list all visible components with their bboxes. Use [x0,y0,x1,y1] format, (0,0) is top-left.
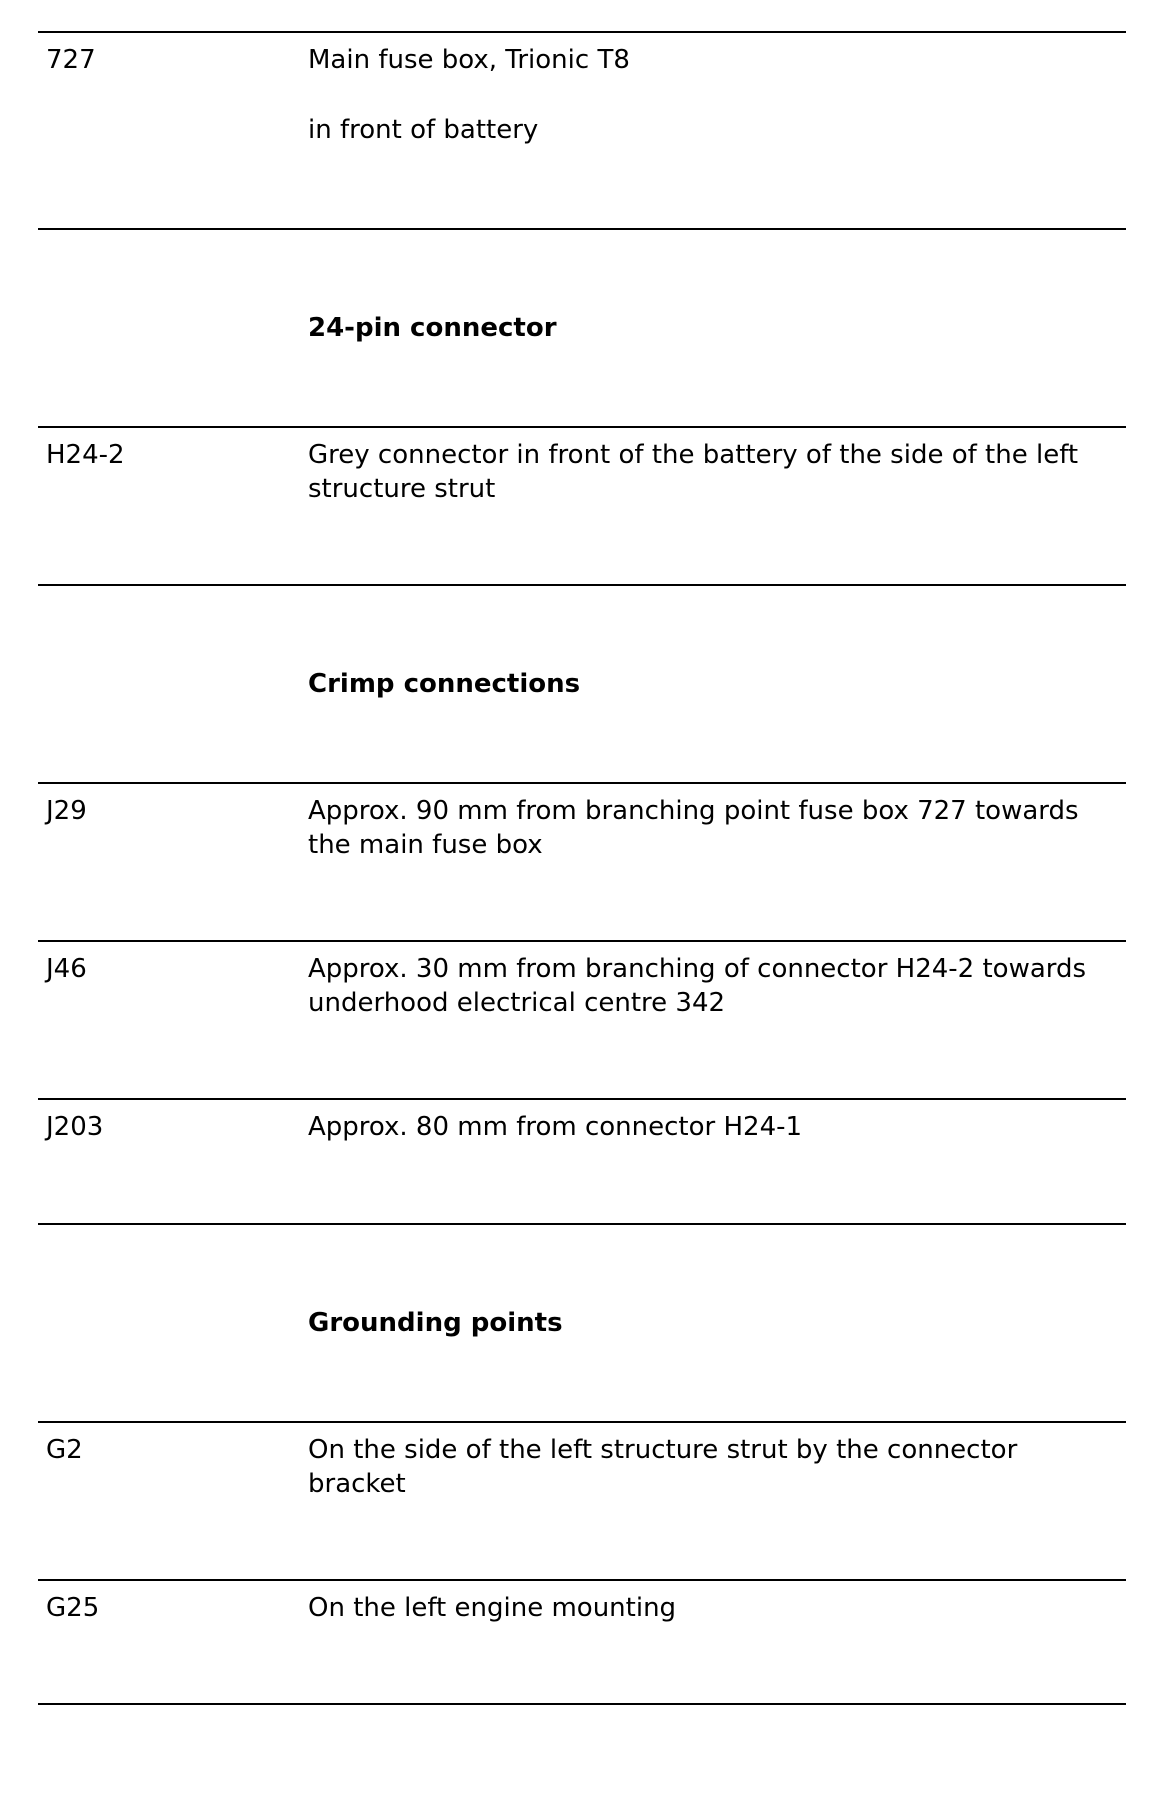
component-code: H24-2 [46,440,125,470]
component-description: Approx. 30 mm from branching of connector H24-2 towards underhood electrical centre 342 [308,954,1087,1018]
section-heading-row [38,1223,1126,1421]
description-line: Main fuse box, Trionic T8 [308,45,630,75]
table-row [38,1579,1126,1705]
component-code: G2 [46,1435,83,1465]
component-description: Approx. 90 mm from branching point fuse box 727 towards the main fuse box [308,796,1079,860]
section-heading: 24-pin connector [308,313,557,343]
table-row [38,1098,1126,1223]
component-description: Approx. 80 mm from connector H24-1 [308,1112,803,1142]
component-description: On the left engine mounting [308,1593,677,1623]
section-heading: Crimp connections [308,669,581,699]
component-description [308,43,1118,147]
description-line: in front of battery [308,115,539,145]
table-row [38,782,1126,940]
component-code: 727 [46,45,96,75]
component-code: J203 [46,1112,104,1142]
table-row [38,31,1126,228]
section-heading-row [38,228,1126,426]
table-row [38,940,1126,1098]
table-row [38,1421,1126,1579]
table-row [38,426,1126,584]
component-code: G25 [46,1593,100,1623]
component-code: J46 [46,954,87,984]
component-code: J29 [46,796,87,826]
section-heading: Grounding points [308,1308,563,1338]
component-description: Grey connector in front of the battery of the side of the left structure strut [308,440,1079,504]
section-heading-row [38,584,1126,782]
component-description: On the side of the left structure strut by the connector bracket [308,1435,1018,1499]
component-location-table [38,31,1126,1705]
